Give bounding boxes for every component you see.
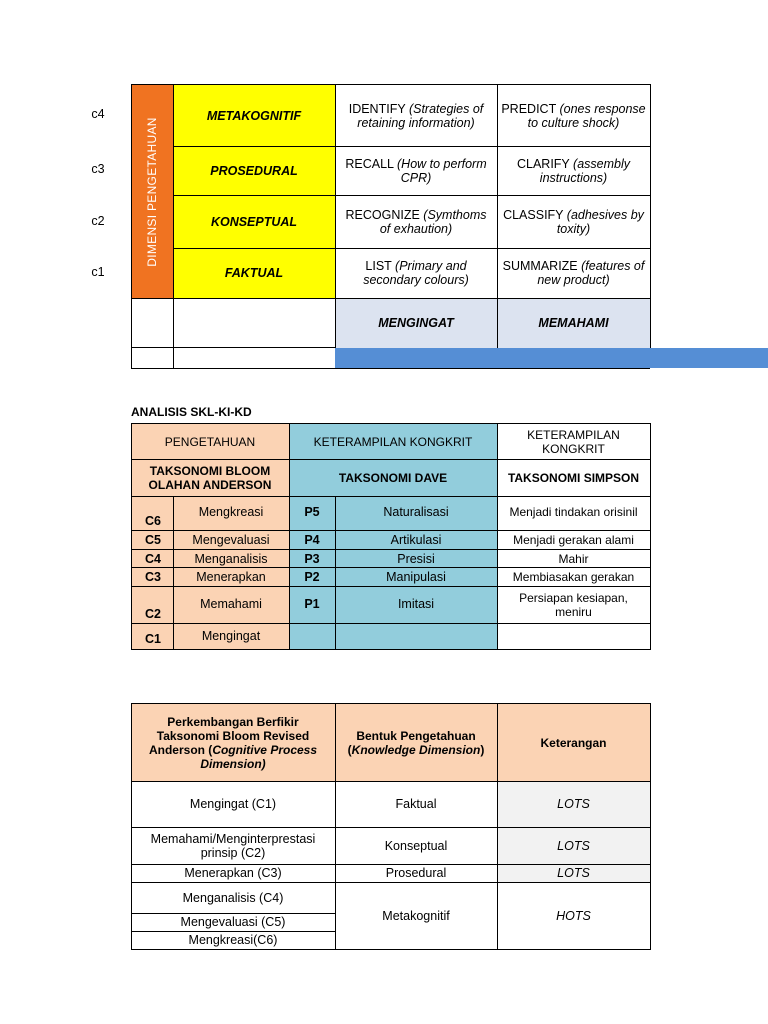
header-bloom: TAKSONOMI BLOOM OLAHAN ANDERSON: [148, 463, 272, 492]
level-code: c2: [91, 214, 105, 228]
process-cell: Mengingat (C1): [189, 797, 277, 811]
cognitive-code: C5: [145, 533, 161, 547]
simpson-level: Persiapan kesiapan, meniru: [519, 591, 628, 619]
process-cell: Mengevaluasi (C5): [180, 915, 286, 929]
header-keterampilan: KETERAMPILAN KONGKRIT: [313, 434, 473, 449]
bloom-level: Mengkreasi: [198, 505, 264, 519]
header-keterampilan: KETERAMPILAN KONGKRIT: [527, 427, 620, 456]
header-pengetahuan: PENGETAHUAN: [164, 434, 256, 449]
example-cell: LIST (Primary and secondary colours): [363, 259, 469, 287]
knowledge-cell: Prosedural: [385, 866, 447, 880]
level-code: c3: [91, 162, 105, 176]
process-cell: Memahami/Menginterprestasi prinsip (C2): [150, 831, 316, 860]
dave-level: Artikulasi: [390, 533, 442, 547]
dimension-name: FAKTUAL: [224, 266, 284, 280]
bloom-level: Mengingat: [201, 629, 261, 643]
cognitive-code: C6: [145, 514, 161, 528]
psychomotor-code: P4: [304, 533, 320, 547]
bloom-level: Menerapkan: [196, 570, 266, 584]
header-process: Perkembangan Berfikir Taksonomi Bloom Revised Anderson (Cognitive Process Dimension): [148, 714, 318, 771]
psychomotor-code: P1: [304, 597, 320, 611]
note-cell: LOTS: [557, 797, 590, 811]
simpson-level: Mahir: [558, 552, 589, 566]
note-cell: LOTS: [557, 866, 590, 880]
level-code: c1: [91, 265, 105, 279]
knowledge-cell: Konseptual: [384, 838, 448, 853]
psychomotor-code: P2: [304, 570, 320, 584]
dimension-name: KONSEPTUAL: [210, 214, 298, 229]
accent-bar: [335, 348, 768, 368]
simpson-level: Membiasakan gerakan: [512, 570, 635, 584]
bloom-level: Menganalisis: [194, 552, 268, 566]
simpson-level: Menjadi gerakan alami: [513, 533, 634, 547]
dimension-name: METAKOGNITIF: [206, 108, 302, 123]
cognitive-code: C4: [145, 552, 161, 566]
level-code: c4: [91, 107, 105, 121]
psychomotor-code: P3: [304, 552, 320, 566]
table-caption: ANALISIS SKL-KI-KD: [131, 405, 252, 419]
footer-label: MENGINGAT: [378, 316, 454, 330]
vertical-label: DIMENSI PENGETAHUAN: [145, 116, 159, 267]
bloom-level: Memahami: [200, 597, 262, 611]
footer-label: MEMAHAMI: [538, 316, 609, 330]
dimension-name: PROSEDURAL: [210, 163, 298, 178]
header-dave: TAKSONOMI DAVE: [338, 470, 448, 485]
dave-level: Imitasi: [397, 597, 435, 611]
example-cell: RECALL (How to perform CPR): [345, 156, 487, 185]
example-cell: RECOGNIZE (Symthoms of exhaution): [345, 207, 487, 236]
knowledge-cell: Metakognitif: [382, 908, 450, 923]
dave-level: Manipulasi: [386, 570, 446, 584]
process-cell: Mengkreasi(C6): [188, 933, 278, 947]
simpson-level: Menjadi tindakan orisinil: [509, 505, 638, 519]
note-cell: HOTS: [556, 908, 591, 923]
knowledge-cell: Faktual: [395, 797, 437, 811]
header-simpson: TAKSONOMI SIMPSON: [507, 470, 640, 485]
example-cell: CLARIFY (assembly instructions): [516, 156, 631, 185]
process-cell: Menerapkan (C3): [184, 866, 282, 880]
header-note: Keterangan: [540, 735, 607, 750]
bloom-level: Mengevaluasi: [192, 533, 270, 547]
dave-level: Naturalisasi: [383, 505, 449, 519]
cognitive-code: C1: [145, 632, 161, 646]
process-cell: Menganalisis (C4): [182, 890, 284, 905]
header-knowledge: Bentuk Pengetahuan (Knowledge Dimension): [347, 728, 485, 757]
note-cell: LOTS: [557, 838, 590, 853]
psychomotor-code: P5: [304, 505, 320, 519]
cognitive-code: C2: [145, 607, 161, 621]
cognitive-code: C3: [145, 570, 161, 584]
example-cell: CLASSIFY (adhesives by toxity): [503, 207, 644, 236]
example-cell: PREDICT (ones response to culture shock): [501, 101, 646, 130]
example-cell: IDENTIFY (Strategies of retaining information): [348, 101, 484, 130]
dave-level: Presisi: [397, 552, 435, 566]
example-cell: SUMMARIZE (features of new product): [502, 259, 645, 287]
